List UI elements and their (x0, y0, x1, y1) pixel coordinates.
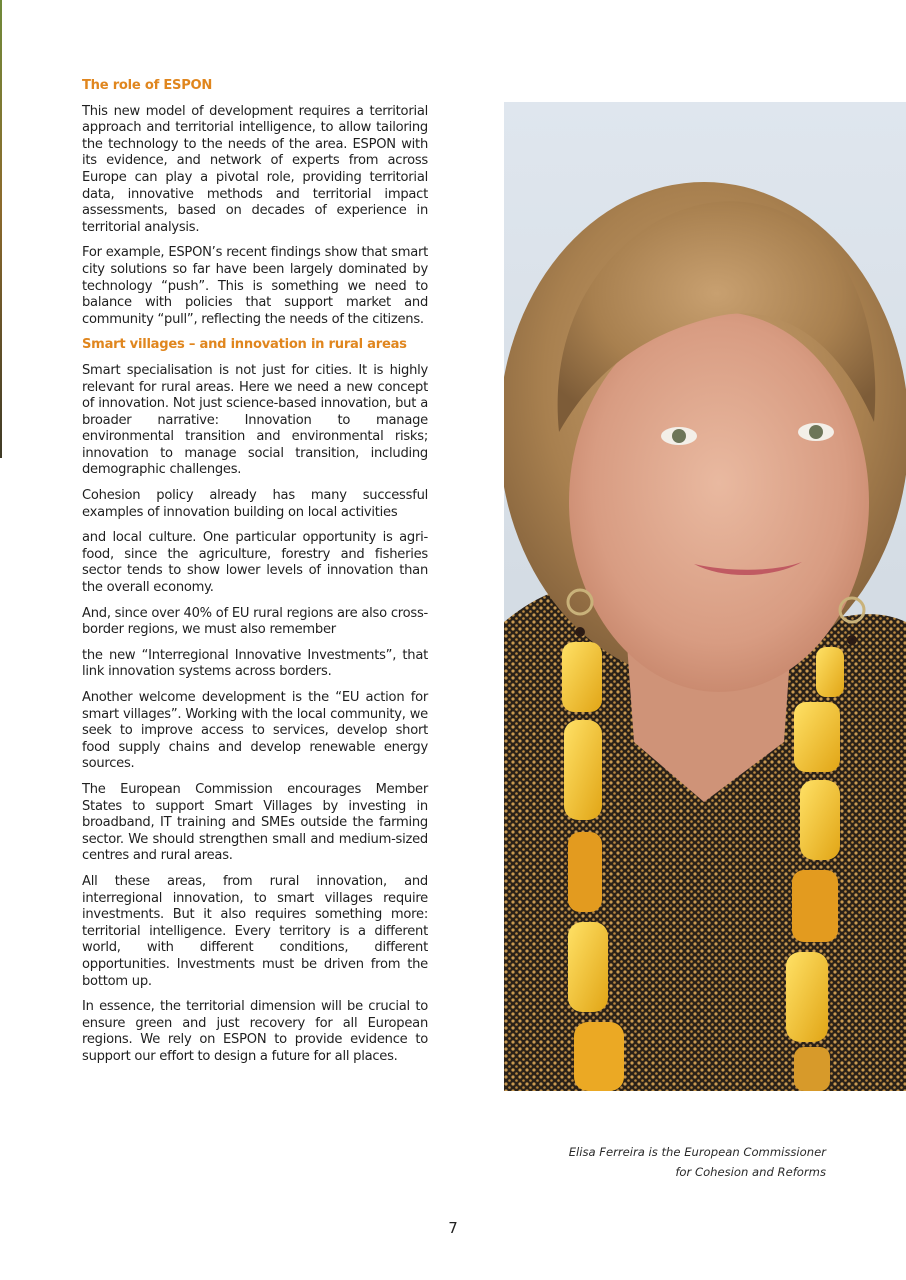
paragraph: Another welcome development is the “EU action for smart villages”. Working with the local community, we seek to improve access to services, develop short food supply chains and develop renewable energy sources. (82, 690, 428, 772)
caption-line: for Cohesion and Reforms (675, 1165, 826, 1179)
paragraph: The European Commission encourages Member States to support Smart Villages by investing in broadband, IT training and SMEs outside the farming sector. We should strengthen small and medium-sized centres and rural areas. (82, 781, 428, 864)
section-heading-role-of-espon: The role of ESPON (82, 78, 213, 93)
portrait-photo (504, 102, 906, 1091)
paragraph: In essence, the territorial dimension will be crucial to ensure green and just recovery for all European regions. We rely on ESPON to provide evidence to support our effort to design a future for all places. (82, 999, 428, 1064)
caption-line: Elisa Ferreira is the European Commissioner (568, 1145, 826, 1159)
paragraph: And, since over 40% of EU rural regions are also cross-border regions, we must also remember (82, 605, 428, 638)
paragraph: and local culture. One particular opportunity is agri-food, since the agriculture, forestry and fisheries sector tends to show lower levels of innovation than the overall economy. (82, 530, 428, 596)
photo-caption (506, 1142, 826, 1182)
section-heading-smart-villages: Smart villages – and innovation in rural areas (82, 337, 407, 353)
paragraph: the new “Interregional Innovative Investments”, that link innovation systems across borders. (82, 647, 428, 680)
page-edge-strip (0, 0, 2, 458)
article-body (82, 78, 428, 1074)
paragraph: Cohesion policy already has many successful examples of innovation building on local activities (82, 488, 428, 520)
page-number: 7 (448, 1219, 458, 1237)
paragraph: For example, ESPON’s recent findings show that smart city solutions so far have been largely dominated by technology “push”. This is something we need to balance with policies that support market and community “pull”, reflecting the needs of the citizens. (82, 245, 428, 327)
paragraph: Smart specialisation is not just for cities. It is highly relevant for rural areas. Here we need a new concept of innovation. Not just science-based innovation, but a broader narrative: Innovation to manage environmental transition and environmental risks; innovation to manage social transition, including demographic challenges. (82, 362, 428, 478)
paragraph: This new model of development requires a territorial approach and territorial intelligence, to allow tailoring the technology to the needs of the area. ESPON with its evidence, and network of experts from across Europe can play a pivotal role, providing territorial data, innovative methods and territorial impact assessments, based on decades of experience in territorial analysis. (82, 103, 428, 235)
paragraph: All these areas, from rural innovation, and interregional innovation, to smart villages require investments. But it also requires something more: territorial intelligence. Every territory is a different world, with different conditions, different opportunities. Investments must be driven from the bottom up. (82, 873, 428, 989)
